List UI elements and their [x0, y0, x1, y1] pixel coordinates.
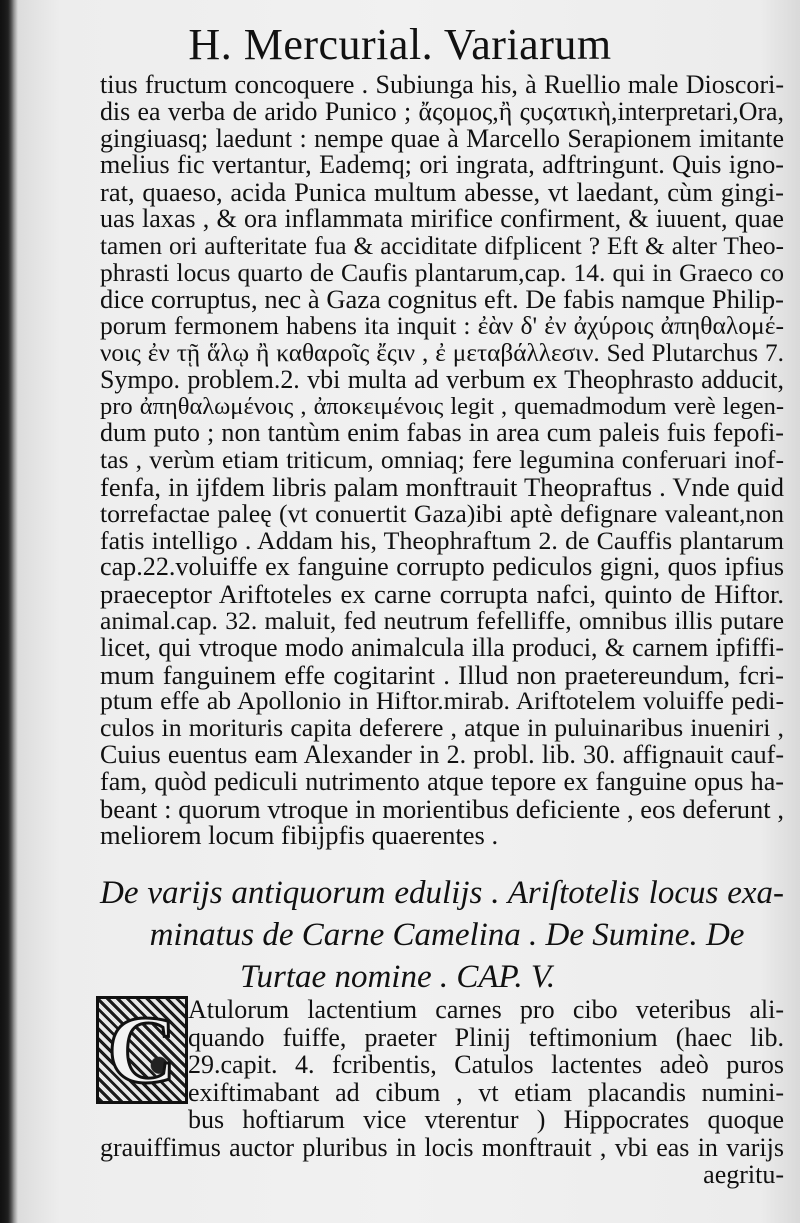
text-line: uas laxas , & ora inflammata mirifice confirment, & iuuent, quae [100, 203, 784, 233]
text-line: cap.22.voluiffe ex fanguine corrupto pediculos gigni, quos ipfius [100, 552, 784, 582]
text-line: Sympo. problem.2. vbi multa ad verbum ex Theophrasto adducit, [100, 364, 784, 394]
main-text-block [100, 72, 784, 849]
text-line: tamen ori aufteritate fua & acciditate difplicent ? Eft & alter Theo- [100, 231, 784, 260]
text-line: phrasti locus quarto de Caufis plantarum,cap. 14. qui in Graeco co [100, 257, 784, 287]
text-line: fam, quòd pediculi nutrimento atque tepore ex fanguine opus ha- [100, 766, 784, 796]
text-line: porum fermonem habens ita inquit : ἐὰν δ' ἐν ἀχύροις ἀπηθαλομέ- [100, 311, 784, 341]
text-line: rat, quaeso, acida Punica multum abesse, vt laedant, cùm gingi- [100, 177, 784, 208]
text-line: tius fructum concoquere . Subiunga his, à Ruellio male Dioscori- [100, 70, 784, 99]
text-line: animal.cap. 32. maluit, fed neutrum fefelliffe, omnibus illis putare [100, 605, 784, 635]
initial-letter: C [107, 996, 177, 1103]
catchword: aegritu- [703, 1160, 784, 1189]
text-line: tas , verùm etiam triticum, omniaq; fere legumina conferuari inof- [100, 445, 784, 475]
text-line: gingiuasq; laedunt : nempe quae à Marcello Serapionem imitante [100, 123, 784, 153]
text-line: Cuius euentus eam Alexander in 2. probl. lib. 30. affignauit cauf- [100, 739, 784, 769]
text-line: praeceptor Ariftoteles ex carne corrupta nafci, quinto de Hiftor. [100, 579, 784, 610]
text-line: Atulorum lactentium carnes pro cibo veteribus ali- [188, 995, 784, 1024]
page-title: H. Mercurial. Variarum [188, 20, 612, 69]
text-line: exiftimabant ad cibum , vt etiam placandis numini- [188, 1077, 784, 1107]
text-line: fatis intelligo . Addam his, Theophraftum 2. de Cauffis plantarum [100, 525, 784, 555]
page-gutter-shadow [0, 0, 14, 1223]
text-line: mum fanguinem effe cogitarint . Illud non praetereundum, fcri- [100, 659, 784, 690]
text-line: fenfa, in ijfdem libris palam monftrauit Theopraftus . Vnde quid [100, 471, 784, 502]
text-line: dice corruptus, nec à Gaza cognitus eft. De fabis namque Philip- [100, 284, 784, 315]
text-line: licet, qui vtroque modo animalcula illa produci, & carnem ipfiffi- [100, 632, 784, 662]
text-line: beant : quorum vtroque in morientibus deficiente , eos deferunt , [100, 793, 784, 824]
running-header [0, 18, 800, 72]
text-line: νοις ἐν τῇ ἅλῳ ἢ καθαροῖς ἔςιν , ἐ μεταβάλλεσιν. Sed Plutarchus 7. [100, 338, 784, 367]
text-line: grauiffimus auctor pluribus in locis monftrauit , vbi eas in varijs [100, 1132, 784, 1162]
text-line: bus hoftiarum vice vterentur ) Hippocrates quoque [188, 1105, 784, 1134]
text-line: ptum effe ab Apollonio in Hiftor.mirab. Ariftotelem voluiffe pedi- [100, 686, 784, 716]
text-line: dis ea verba de arido Punico ; ἄςομος,ἢ ςυϛατικὴ,interpretari,Ora, [100, 96, 784, 126]
chapter-title-line: De varijs antiquorum edulijs . Ariſtotelis locus exa- [100, 875, 784, 911]
chapter-title-line: Turtae nomine . CAP. V. [240, 959, 556, 995]
text-line: melius fic vertantur, Eademq; ori ingrata, adftringunt. Quis igno- [100, 150, 784, 180]
text-line: dum puto ; non tantùm enim fabas in area cum paleis fuis fepofi- [100, 418, 784, 448]
chapter-text-block [100, 996, 784, 1189]
text-line: 29.capit. 4. fcribentis, Catulos lactentes adeò puros [188, 1050, 784, 1079]
text-line: meliorem locum fibijpfis quaerentes . [100, 820, 499, 851]
chapter-title-line: minatus de Carne Camelina . De Sumine. De [149, 917, 745, 953]
text-line: quando fuiffe, praeter Plinij teftimonium (haec lib. [188, 1022, 784, 1052]
text-line: pro ἀπηθαλωμένοις , ἀποκειμένοις legit , quemadmodum verè legen- [100, 392, 784, 420]
text-line: torrefactae paleę (vt conuertit Gaza)ibi aptè defignare valeant,non [100, 498, 784, 528]
text-line: culos in morituris capita deferere , atque in puluinaribus inueniri , [100, 713, 784, 743]
chapter-heading [100, 872, 784, 998]
